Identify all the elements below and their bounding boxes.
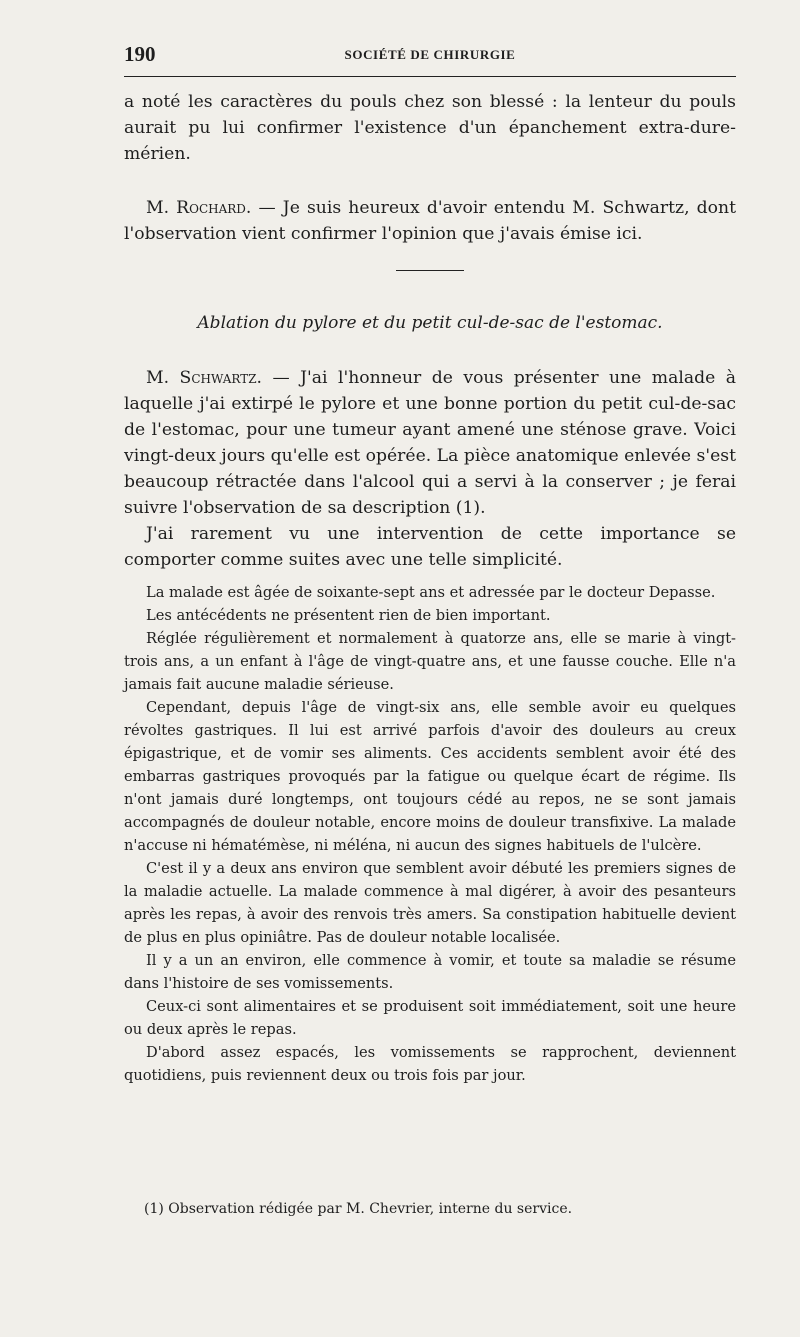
page-header — [124, 38, 736, 66]
paragraph-rochard — [124, 195, 736, 247]
speaker-name: M. Rochard. — [146, 198, 252, 218]
page-content — [124, 38, 736, 1087]
speaker-name: M. Schwartz. — [146, 368, 262, 388]
observation-paragraph: Ceux-ci sont alimentaires et se produisent soit immédiatement, soit une heure ou deux après le repas. — [124, 998, 736, 1038]
section-title: Ablation du pylore et du petit cul-de-sac de l'estomac. — [197, 313, 663, 333]
observation-paragraph: D'abord assez espacés, les vomissements se rapprochent, deviennent quotidiens, puis reviennent deux ou trois fois par jour. — [124, 1044, 736, 1084]
footnote: (1) Observation rédigée par M. Chevrier, interne du service. — [144, 1201, 573, 1217]
paragraph-schwartz — [124, 365, 736, 521]
speech-text: — Je suis heureux d'avoir entendu M. Schwartz, dont l'observation vient confirmer l'opinion que j'avais émise ici. — [124, 198, 736, 244]
paragraph-continuation: a noté les caractères du pouls chez son blessé : la lenteur du pouls aurait pu lui confirmer l'existence d'un épanchement extra-dure-mérien. — [124, 92, 736, 164]
running-head: SOCIÉTÉ DE CHIRURGIE — [344, 47, 516, 62]
observation-paragraph: Les antécédents ne présentent rien de bien important. — [146, 607, 551, 624]
observation-paragraph: Réglée régulièrement et normalement à quatorze ans, elle se marie à vingt-trois ans, a un enfant à l'âge de vingt-quatre ans, et une fausse couche. Elle n'a jamais fait aucune maladie sérieuse. — [124, 630, 736, 693]
observation-paragraph: La malade est âgée de soixante-sept ans et adressée par le docteur Depasse. — [146, 584, 716, 601]
header-rule — [124, 76, 736, 77]
section-divider — [396, 270, 464, 271]
observation-paragraph: Il y a un an environ, elle commence à vomir, et toute sa maladie se résume dans l'histoire de ses vomissements. — [124, 952, 736, 992]
paragraph-simplicity: J'ai rarement vu une intervention de cette importance se comporter comme suites avec une telle simplicité. — [124, 524, 736, 570]
speech-text: — J'ai l'honneur de vous présenter une malade à laquelle j'ai extirpé le pylore et une bonne portion du petit cul-de-sac de l'estomac, pour une tumeur ayant amené une sténose grave. Voici vingt-deux jours qu'elle est opérée. La pièce anatomique enlevée s'est beaucoup rétractée dans l'alcool qui a servi à la conserver ; je ferai suivre l'observation de sa description (1). — [124, 368, 736, 518]
observation-paragraph: Cependant, depuis l'âge de vingt-six ans, elle semble avoir eu quelques révoltes gastriques. Il lui est arrivé parfois d'avoir des douleurs au creux épigastrique, et de vomir ses aliments. Ces accidents semblent avoir été des embarras gastriques provoqués par la fatigue ou quelque écart de régime. Ils n'ont jamais duré longtemps, ont toujours cédé au repos, ne se sont jamais accompagnés de douleur notable, encore moins de douleur transfixive. La malade n'accuse ni hématémèse, ni méléna, ni aucun des signes habituels de l'ulcère. — [124, 699, 736, 854]
page-number: 190 — [124, 42, 156, 66]
observation-paragraph: C'est il y a deux ans environ que semblent avoir débuté les premiers signes de la maladie actuelle. La malade commence à mal digérer, à avoir des pesanteurs après les repas, à avoir des renvois très amers. Sa constipation habituelle devient de plus en plus opiniâtre. Pas de douleur notable localisée. — [124, 860, 736, 946]
